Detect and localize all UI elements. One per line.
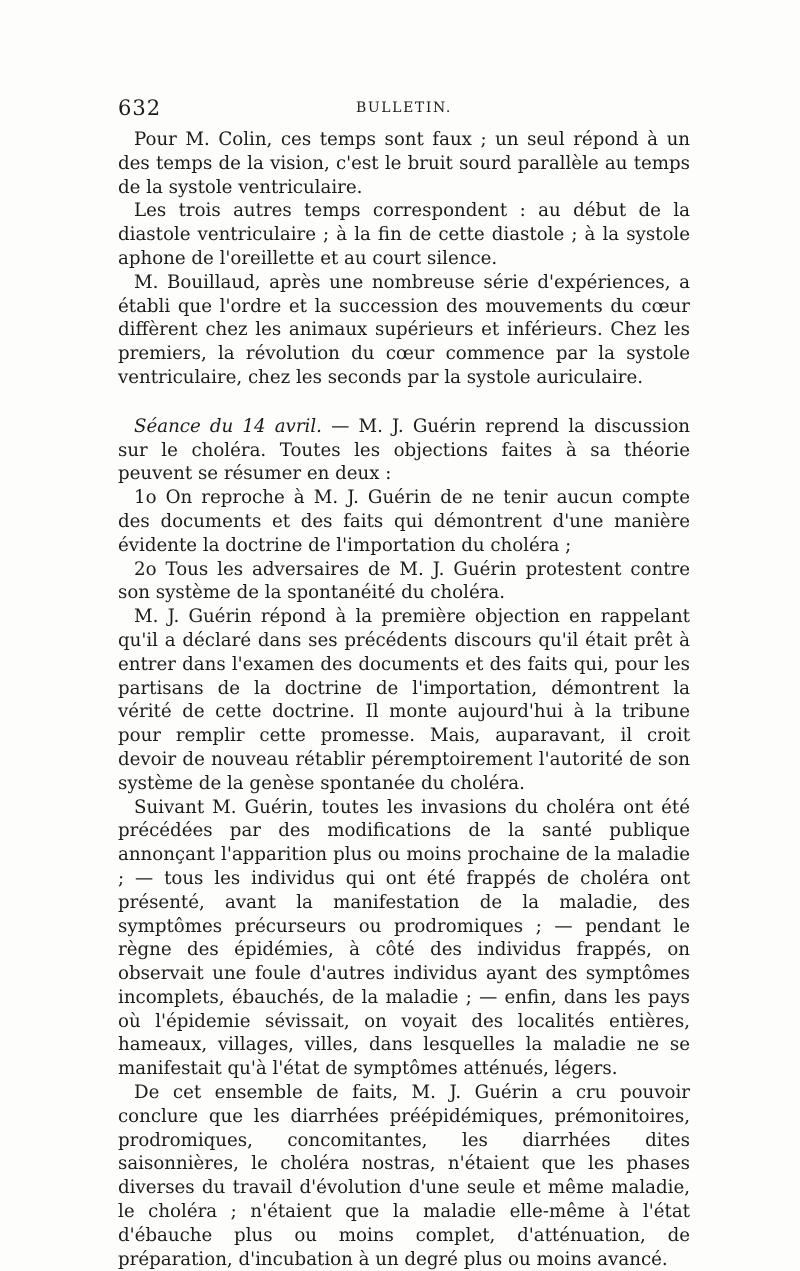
page-number: 632 (118, 96, 162, 120)
paragraph: Suivant M. Guérin, toutes les invasions du choléra ont été précédées par des modifications de la santé publique annonçant l'apparition plus ou moins prochaine de la maladie ; — tous les individus qui ont été frappés de choléra ont présenté, avant la manifestation de la maladie, des symptômes précurseurs ou prodromiques ; — pendant le règne des épidémies, à côté des individus frappés, on observait une foule d'autres individus ayant des symptômes incomplets, ébauchés, de la maladie ; — enfin, dans les pays où l'épidemie sévissait, on voyait des localités entières, hameaux, villages, villes, dans lesquelles la maladie ne se manifestait qu'à l'état de symptômes atténués, légers. (118, 796, 690, 1080)
paragraph: 2o Tous les adversaires de M. J. Guérin protestent contre son système de la spontanéité du choléra. (118, 558, 690, 604)
running-title: BULLETIN. (356, 100, 452, 116)
sitting-paragraph (118, 415, 690, 486)
paragraph: 1o On reproche à M. J. Guérin de ne tenir aucun compte des documents et des faits qui démontrent d'une manière évidente la doctrine de l'importation du choléra ; (118, 487, 690, 556)
sitting-text: — M. J. Guérin reprend la discussion sur le choléra. Toutes les objections faites à sa théorie peuvent se résumer en deux : (118, 415, 690, 485)
sitting-date: Séance du 14 avril. (134, 415, 322, 437)
page-header (118, 96, 690, 126)
paragraph: Les trois autres temps correspondent : au début de la diastole ventriculaire ; à la fin de cette diastole ; à la systole aphone de l'oreillette et au court silence. (118, 200, 690, 269)
body-text (118, 128, 690, 1271)
paragraph: M. Bouillaud, après une nombreuse série d'expériences, a établi que l'ordre et la succession des mouvements du cœur diffèrent chez les animaux supérieurs et inférieurs. Chez les premiers, la révolution du cœur commence par la systole ventriculaire, chez les seconds par la systole auriculaire. (118, 271, 690, 388)
paragraph: Pour M. Colin, ces temps sont faux ; un seul répond à un des temps de la vision, c'est le bruit sourd parallèle au temps de la systole ventriculaire. (118, 129, 690, 198)
paragraph: De cet ensemble de faits, M. J. Guérin a cru pouvoir conclure que les diarrhées préépidémiques, prémonitoires, prodromiques, concomitantes, les diarrhées dites saisonnières, le choléra nostras, n'étaient que les phases diverses du travail d'évolution d'une seule et même maladie, le choléra ; n'étaient que la maladie elle-même à l'état d'ébauche plus ou moins complet, d'atténuation, de préparation, d'incubation à un degré plus ou moins avancé. (118, 1082, 690, 1270)
paragraph: M. J. Guérin répond à la première objection en rappelant qu'il a déclaré dans ses précédents discours qu'il était prêt à entrer dans l'examen des documents et des faits qui, pour les partisans de la doctrine de l'importation, démontrent la vérité de cette doctrine. Il monte aujourd'hui à la tribune pour remplir cette promesse. Mais, auparavant, il croit devoir de nouveau rétablir péremptoirement l'autorité de son système de la genèse spontanée du choléra. (118, 606, 690, 794)
